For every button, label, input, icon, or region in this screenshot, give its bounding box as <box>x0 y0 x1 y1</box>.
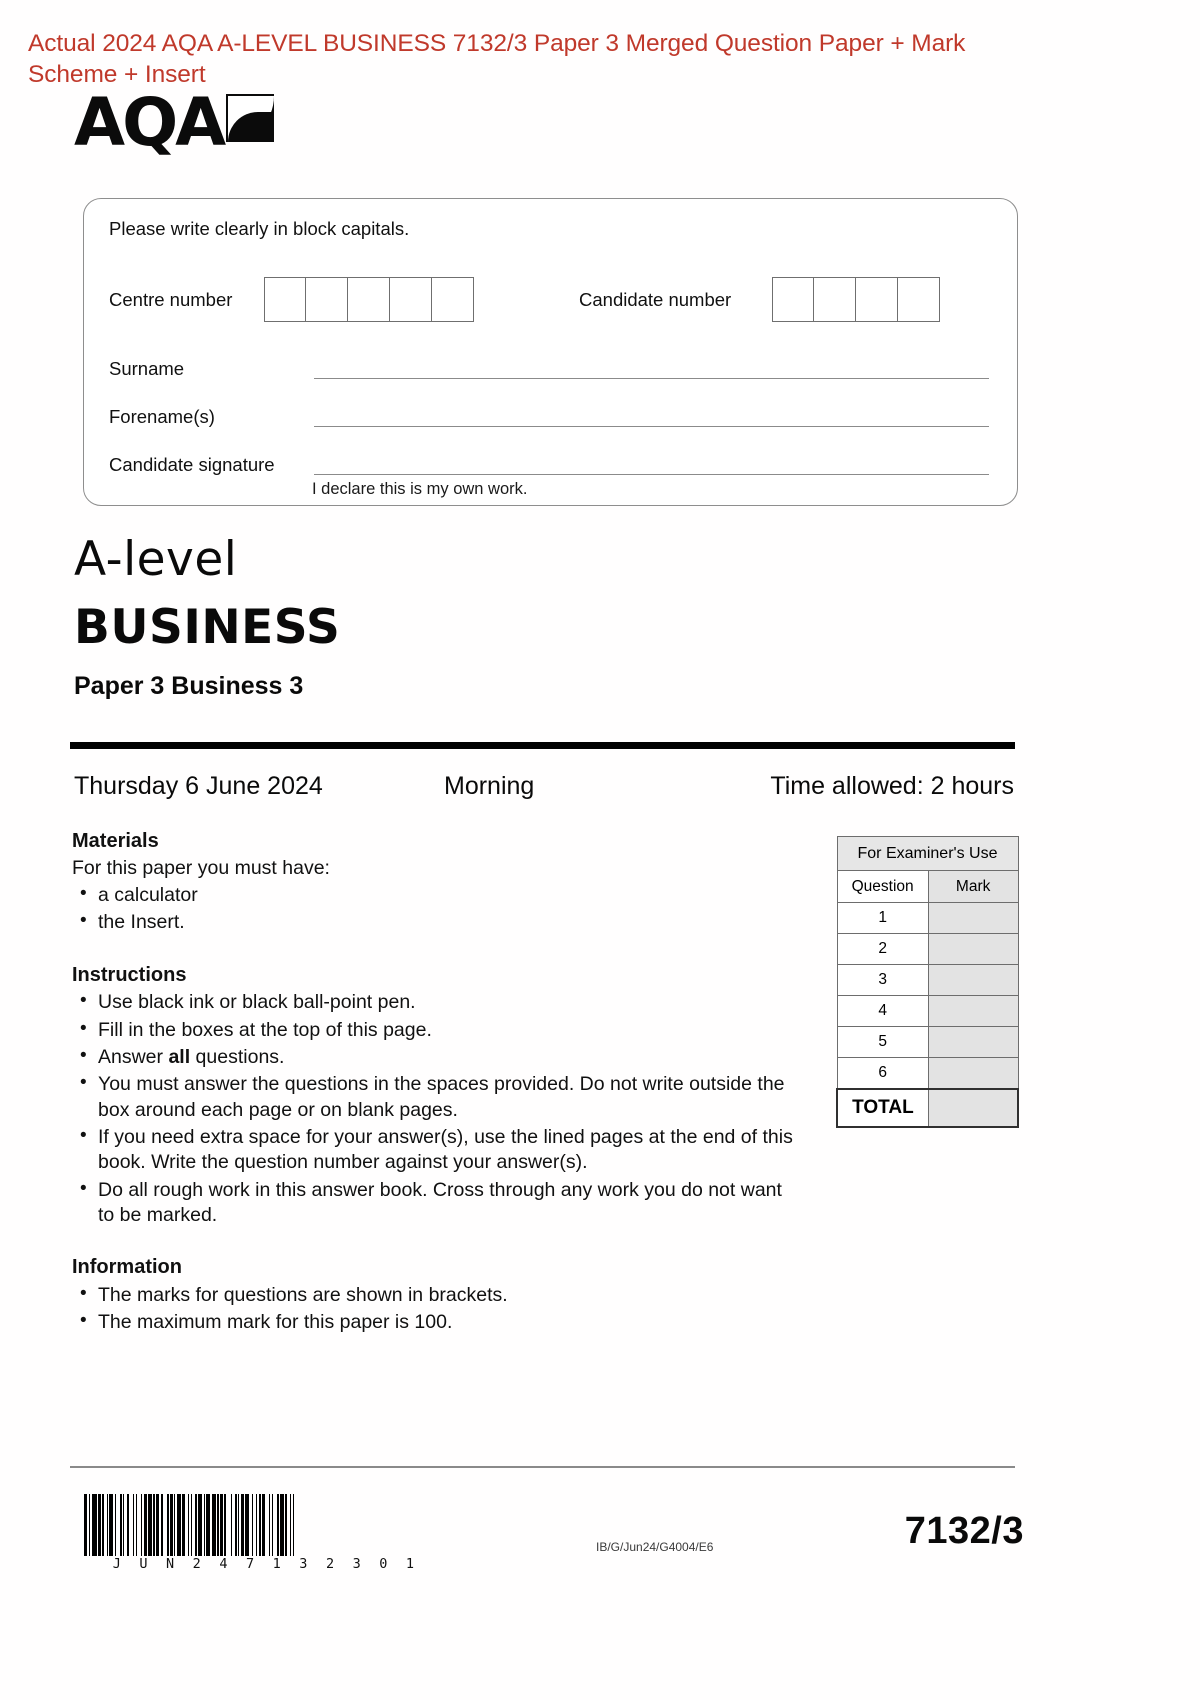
table-row <box>837 903 1018 934</box>
table-row <box>837 1027 1018 1058</box>
forename-row <box>109 406 989 428</box>
list-item: • Fill in the boxes at the top of this page. <box>98 1018 802 1043</box>
centre-number-cell[interactable] <box>264 277 306 322</box>
question-number: 4 <box>837 996 928 1027</box>
signature-row <box>109 454 989 476</box>
examiner-use-table <box>836 836 1019 1128</box>
candidate-number-label: Candidate number <box>579 288 732 310</box>
candidate-details-box <box>83 198 1018 506</box>
total-mark-cell[interactable] <box>928 1089 1018 1127</box>
mark-cell[interactable] <box>928 934 1018 965</box>
list-item: • The maximum mark for this paper is 100. <box>98 1310 802 1335</box>
surname-label: Surname <box>109 358 185 379</box>
aqa-logo <box>74 84 274 161</box>
table-row <box>837 965 1018 996</box>
aqa-logo-text: AQA <box>74 84 224 161</box>
materials-subheading: For this paper you must have: <box>72 857 330 880</box>
exam-date: Thursday 6 June 2024 <box>74 772 323 800</box>
declaration-text: I declare this is my own work. <box>312 480 528 498</box>
list-item <box>98 1045 802 1070</box>
examiner-table-title: For Examiner's Use <box>837 837 1018 871</box>
list-item: • a calculator <box>98 883 802 908</box>
column-header-mark: Mark <box>928 871 1018 903</box>
mark-cell[interactable] <box>928 996 1018 1027</box>
candidate-number-row <box>579 277 940 322</box>
signature-input[interactable] <box>314 456 989 475</box>
qualification-title: A-level <box>74 532 238 587</box>
exam-session: Morning <box>444 772 535 800</box>
paper-instructions-content <box>72 828 802 1337</box>
list-item: • Use black ink or black ball-point pen. <box>98 990 802 1015</box>
answer-all-text: Answer all questions. <box>98 1045 285 1068</box>
information-list <box>72 1283 802 1336</box>
question-number: 1 <box>837 903 928 934</box>
imprint-code: IB/G/Jun24/G4004/E6 <box>596 1540 714 1554</box>
signature-label: Candidate signature <box>109 454 275 475</box>
paper-code: 7132/3 <box>904 1510 1024 1552</box>
table-row <box>837 996 1018 1027</box>
forename-label: Forename(s) <box>109 406 215 427</box>
table-row <box>837 934 1018 965</box>
list-item: • Do all rough work in this answer book. Cross through any work you do not want to be marked. <box>98 1178 802 1229</box>
question-number: 2 <box>837 934 928 965</box>
list-item: • If you need extra space for your answer(s), use the lined pages at the end of this book. Write the question number against your answer(s). <box>98 1125 802 1176</box>
table-row-total <box>837 1089 1018 1127</box>
centre-number-cell[interactable] <box>306 277 348 322</box>
centre-number-cell[interactable] <box>390 277 432 322</box>
aqa-leaf-icon <box>226 94 274 142</box>
mark-cell[interactable] <box>928 903 1018 934</box>
centre-number-input[interactable] <box>264 277 474 322</box>
total-label: TOTAL <box>837 1089 928 1127</box>
mark-cell[interactable] <box>928 965 1018 996</box>
candidate-number-cell[interactable] <box>856 277 898 322</box>
bold-all: all <box>168 1045 191 1068</box>
materials-list <box>72 883 802 936</box>
spacer <box>72 938 802 962</box>
table-row <box>837 1058 1018 1089</box>
table-row <box>837 837 1018 871</box>
information-heading: Information <box>72 1256 182 1279</box>
materials-heading: Materials <box>72 830 159 852</box>
instructions-heading: Instructions <box>72 963 187 986</box>
exam-time-allowed: Time allowed: 2 hours <box>770 772 1014 800</box>
centre-number-label: Centre number <box>109 288 233 310</box>
question-number: 6 <box>837 1058 928 1089</box>
exam-info-row <box>74 772 1014 801</box>
list-item: • The marks for questions are shown in brackets. <box>98 1283 802 1308</box>
header-divider <box>70 742 1015 749</box>
surname-row <box>109 358 989 380</box>
centre-number-cell[interactable] <box>348 277 390 322</box>
candidate-number-input[interactable] <box>772 277 940 322</box>
candidate-number-cell[interactable] <box>814 277 856 322</box>
column-header-question: Question <box>837 871 928 903</box>
instructions-list <box>72 990 802 1228</box>
candidate-number-cell[interactable] <box>898 277 940 322</box>
list-item: • You must answer the questions in the spaces provided. Do not write outside the box around each page or on blank pages. <box>98 1072 802 1123</box>
barcode-image <box>84 1494 446 1556</box>
paper-subtitle: Paper 3 Business 3 <box>74 672 304 700</box>
list-item: • the Insert. <box>98 910 802 935</box>
centre-number-cell[interactable] <box>432 277 474 322</box>
forename-input[interactable] <box>314 408 989 427</box>
footer-divider <box>70 1466 1015 1468</box>
question-number: 3 <box>837 965 928 996</box>
subject-title: BUSINESS <box>74 600 341 655</box>
spacer <box>72 1230 802 1254</box>
details-instruction: Please write clearly in block capitals. <box>109 218 410 239</box>
surname-input[interactable] <box>314 360 989 379</box>
centre-number-row <box>109 277 474 322</box>
mark-cell[interactable] <box>928 1058 1018 1089</box>
listing-title: Actual 2024 AQA A-LEVEL BUSINESS 7132/3 Paper 3 Merged Question Paper + Mark Scheme + Insert <box>28 30 966 89</box>
question-number: 5 <box>837 1027 928 1058</box>
barcode-number: J U N 2 4 7 1 3 2 3 0 1 <box>112 1556 420 1572</box>
candidate-number-cell[interactable] <box>772 277 814 322</box>
table-row <box>837 871 1018 903</box>
mark-cell[interactable] <box>928 1027 1018 1058</box>
